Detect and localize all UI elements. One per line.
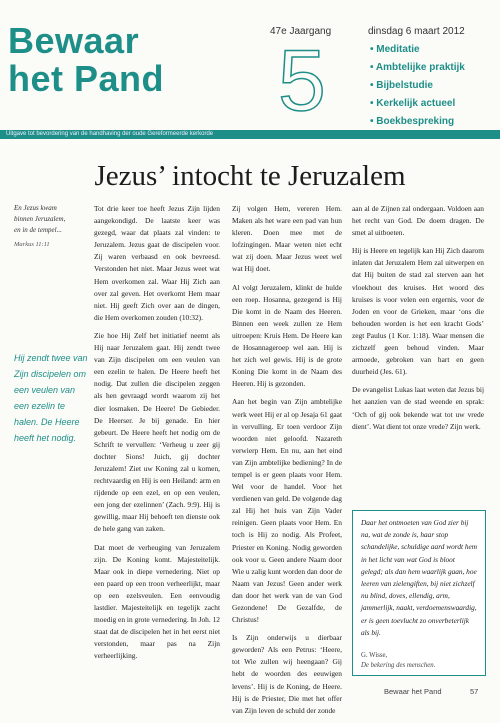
article-column-1 (94, 203, 220, 668)
paragraph: De evangelist Lukas laat weten dat Jezus bij het aanzien van de stad weende en sprak: ‘Och of gij ook bekende wat tot uw vrede dient’. Wat dient tot onze vrede? Zijn werk. (352, 385, 484, 431)
box-sig-title: De bekering des menschen. (361, 662, 436, 669)
side-quote-reference: Markus 11:11 (14, 241, 50, 248)
topic-item: • Boekbespreking (370, 113, 465, 131)
box-quote-text: Daar het ontmoeten van God zier bij na, wat de zonde is, haar stop schandelijke, schuldige aard wordt hem in het licht van wat God is bloot gelegd; als dan hem waarlijk gaan, hoe leeren van zielengiften, bij niet zichzelf nu blind, doves, ellendig, arm, jammerlijk, naakt, verdoemenswaardig, er is geen toevlucht zo onverbeterlijk als bij. (361, 518, 477, 637)
paragraph: Is Zijn onderwijs u dierbaar geworden? Als een Petrus: ‘Heere, tot Wie zullen wij heengaan? Gij hebt de woorden des eeuwigen levens’. Hij is de Koning, de Heere. Hij is de Priester, Die met het offer van Zijn leven de schuld der zonde (232, 633, 342, 715)
paragraph: Aan het begin van Zijn ambtelijke werk weet Hij er al op Jesaja 61 gaat in vervulling. Er toen verdoor Zijn woorden niet geloofd. Nazareth verwierp Hem. En nu, aan het eind van Zijn ambtelijke bediening? In de tempel is er geen plaats voor Hem. Wel voor de handel. Voor het verdienen van geld. De volgende dag zal Hij het huis van Zijn Vader reinigen. Geen plaats voor Hem. En toch is Hij zo nodig. Als Profeet, Priester en Koning. Nodig geworden ook voor u. Geen andere Naam door Wie u zalig kunt worden dan door de Naam van Jezus! Geen ander werk dan door het werk van de van God Gezondene! De Gezalfde, de Christus! (232, 397, 342, 625)
pull-quote: Hij zendt twee van Zijn discipelen om een veulen van een ezelin te halen. De Heere heeft het nodig. (14, 353, 88, 443)
article-headline: Jezus’ intocht te Jeruzalem (94, 160, 406, 192)
footer-publication: Bewaar het Pand (384, 687, 442, 696)
box-sig-name: G. Wisse, (361, 652, 388, 659)
topics-list (370, 41, 465, 131)
box-quote-signature (361, 651, 435, 671)
article-column-3 (352, 203, 484, 439)
topic-item: • Kerkelijk actueel (370, 95, 465, 113)
paragraph: Zij volgen Hem, vereren Hem. Maken als het ware een pad van hun kleren. Doen mee met de lofzingingen. Maar weten niet echt wat zij doen. Maar Jezus weet wel wat Hij doet. (232, 204, 342, 274)
issue-number: 5 (278, 33, 326, 129)
side-quote: En Jezus kwam binnen Jeruzalem, en in de tempel... (14, 204, 66, 234)
title-line-2: het Pand (8, 58, 165, 99)
magazine-title (8, 22, 164, 98)
quote-box (352, 510, 486, 676)
paragraph: Dat moet de verheuging van Jeruzalem zijn. De Koning komt. Majesteitelijk. Maar ook in diepe vernedering. Niet op een paard op een troon verheerlijkt, maar op een ezelsveulen. Een eenvoudig lastdier. Majesteitelijk en tegelijk zacht moedig en in grote vernedering. In Joh. 12 staat dat de discipelen het in het eerst niet verstonden, maar pas na Zijn verheerlijking. (94, 542, 220, 661)
paragraph: Hij is Heere en tegelijk kan Hij Zich daarom inlaten dat Jeruzalem Hem zal uitwerpen en dat Hij buiten de stad zal sterven aan het vloekhout des kruises. Het woord des kruises is voor velen een ergernis, voor de Joden en voor de Grieken, maar ‘ons die behouden worden is het een kracht Gods’ zegt Paulus (1 Kor. 1:18). Waar mensen die zichzelf geen behoud vinden. Maar armoede, gebroken van hart en geen duurheid (Jes. 61). (352, 246, 484, 377)
issue-date: dinsdag 6 maart 2012 (368, 26, 465, 37)
page-number: 57 (470, 687, 479, 696)
paragraph: Tot drie keer toe heeft Jezus Zijn lijden aangekondigd. De laatste keer was gezegd, waar dat plaats zal vinden: te Jeruzalem. Jezus gaat de discipelen voor. Zij waren verbaasd en ook bevreesd. Verstonden het niet. Maar Jezus weet wat Hem overkomen zal. Waar Hij Zich aan over zal geven. Het overkomt Hem maar niet. Hij geeft Zich over aan de dingen, die Hem overkomen zouden (10:32). (94, 204, 220, 322)
paragraph: aan al de Zijnen zal ondergaan. Voldoen aan het recht van God. De doem dragen. De smet al uitboeten. (352, 204, 484, 238)
subtitle-banner: Uitgave tot bevordering van de handhaving der oude Gereformeerde kerkorde (0, 130, 500, 139)
issue-volume: 47e Jaargang (270, 26, 332, 37)
paragraph: Zie hoe Hij Zelf het initiatief neemt als Hij naar Jeruzalem gaat. Hij zendt twee van Zijn discipelen om een veulen van een ezelin te halen. De Heere heeft het nodig. Dat zullen die discipelen zeggen als hen gevraagd wordt waarom zij het dier losmaken. De Heere! De Gebieder. De Heerser. Je bij genade. En hier gebeurt. De Heere heeft het nodig om de Schrift te vervullen: ‘Verheug u zeer gij dochter Sions! Juich, gij dochter Jeruzalem! Ziet uw Koning zal u komen, rechtvaardig en Hij is een Heiland: arm en rijdende op een ezel, en op een veulen, een jong der ezelinnen’ (Zach. 9:9). Hij is gewillig, maar Hij behoeft ten dienste ook de hele gang van zaken. (94, 330, 220, 534)
topic-item: • Meditatie (370, 41, 465, 59)
masthead (0, 0, 500, 134)
article-column-2 (232, 203, 342, 723)
title-line-1: Bewaar (8, 20, 140, 61)
topic-item: • Ambtelijke praktijk (370, 59, 465, 77)
topic-item: • Bijbelstudie (370, 77, 465, 95)
paragraph: Al volgt Jeruzalem, klinkt de hulde een roep. Hosanna, gezegend is Hij Die komt in de Naam des Heeren. Binnen een week zullen ze Hem uitroepen: Kruis Hem. De Heere kan de Hosannageroep wel aan. Hij is het zich wel gewis. Hij is de grote Koning Die komt in de Naam des Heeren. Hij is gezonden. (232, 282, 342, 389)
